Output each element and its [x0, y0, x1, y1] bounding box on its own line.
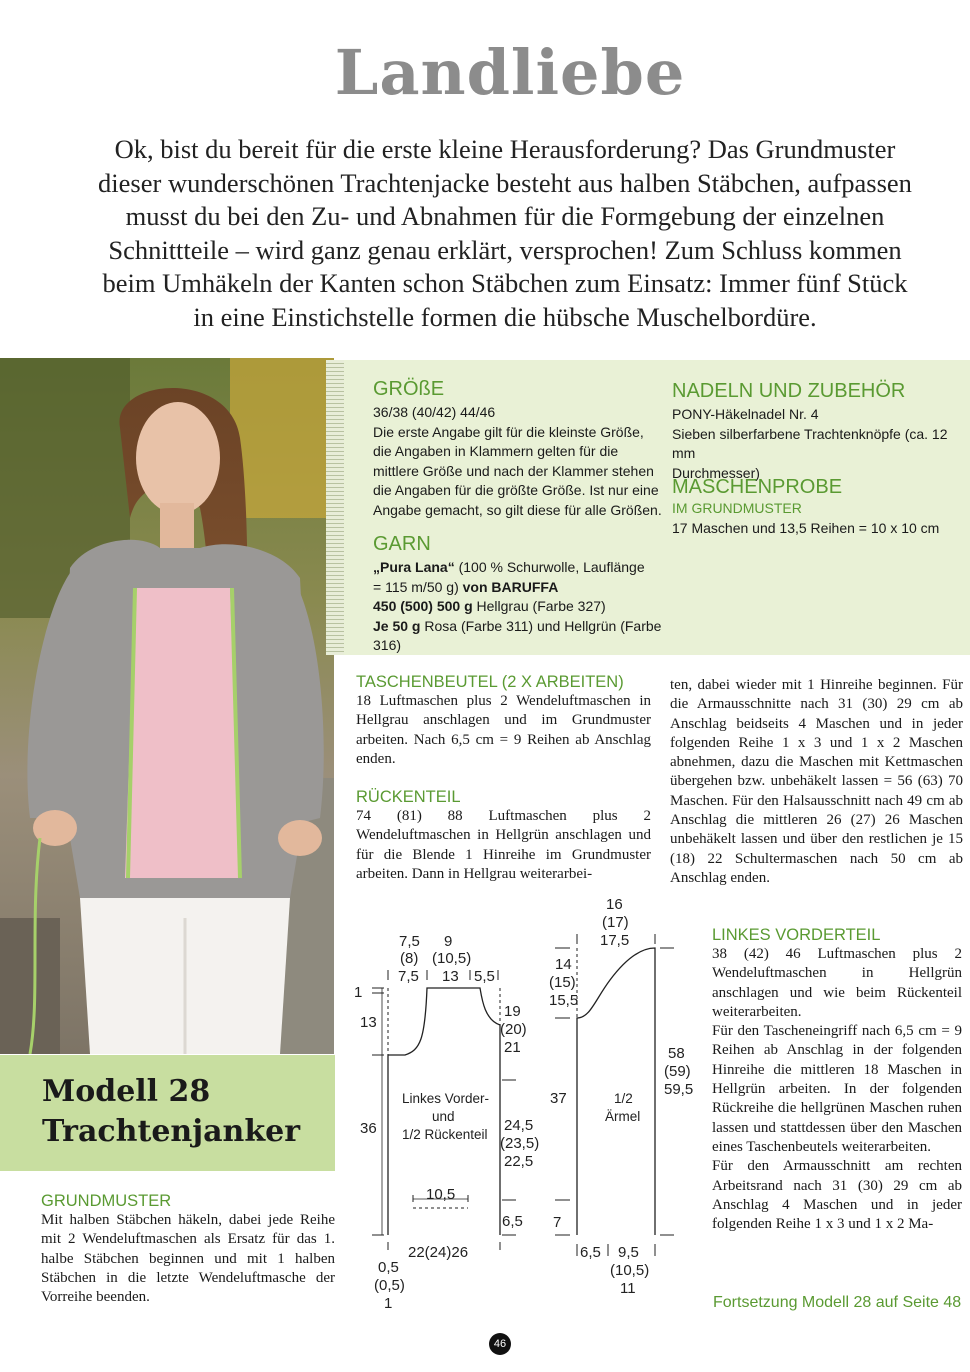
linkes-p2: Für den Tascheneingriff nach 6,5 cm = 9 Reihen ab Anschlag in der folgenden Hinreihe die mittleren 18 Maschen in Hellgrün arbeiten. In der folgenden Rückreihe die hellgrünen Maschen ruhen lassen und stattdessen über den Maschen eines Taschenbeutels weiterarbeiten. [712, 1023, 962, 1155]
garn-line [373, 597, 668, 617]
nadeln-text [672, 405, 967, 483]
dim-label: 5,5 [474, 968, 495, 985]
dim-label: 36 [360, 1120, 377, 1137]
garn-line [373, 617, 668, 656]
dim-label: 15,5 [549, 992, 579, 1009]
garn-brand: von BARUFFA [462, 578, 559, 595]
groesse-heading: GRÖßE [373, 378, 445, 400]
model-number: Modell 28 [42, 1074, 211, 1109]
dim-label: (10,5) [432, 950, 472, 967]
dim-label: 37 [550, 1090, 567, 1107]
intro-line: dieser wunderschönen Trachtenjacke besteht aus halben Stäbchen, aufpassen [98, 167, 912, 198]
page-title: Landliebe [334, 36, 686, 109]
rueckenteil-text-part1: 74 (81) 88 Luftmaschen plus 2 Wendeluftmaschen in Hellgrün anschlagen und für die Blende 1 Hinreihe im Grundmuster arbeiten. Dann in Hellgrau weiterarbei- [356, 808, 651, 882]
groesse-line: die Angaben für die größte Größe. Ist nur eine [373, 482, 659, 498]
taschenbeutel-text: 18 Luftmaschen plus 2 Wendeluftmaschen in Hellgrau anschlagen und im Grundmuster arbeiten. Nach 6,5 cm = 9 Reihen ab Anschlag enden. [356, 693, 651, 767]
garn-amount: 450 (500) 500 g [373, 598, 473, 614]
nadeln-section [672, 380, 967, 483]
sleeve-label: 1/2 [614, 1091, 633, 1106]
model-photo [0, 358, 334, 1054]
model-name: Trachtenjanker [42, 1114, 301, 1149]
dim-label: (23,5) [500, 1135, 540, 1152]
linkes-vorderteil-section [712, 926, 962, 1234]
dim-label: (59) [664, 1063, 691, 1080]
rueckenteil-text-part2: ten, dabei wieder mit 1 Hinreihe beginnen. Für die Armausschnitte nach 31 (30) 29 cm ab Anschlag beidseits 4 Maschen und in jeder folgenden Reihe 1 x 3 und 1 x 2 Maschen abnehmen, dazu die Maschen mit Kettmaschen übergehen bzw. unbehäkelt lassen = 56 (63) 70 Maschen. Für den Halsausschnitt nach 49 cm ab Anschlag die mittleren 26 (27) 26 Maschen unbehäkelt lassen und über den restlichen je 15 (18) 22 Schultermaschen nach 50 cm ab Anschlag enden. [670, 677, 963, 886]
linkes-heading: LINKES VORDERTEIL [712, 926, 881, 944]
groesse-line: Angabe gemacht, so gilt diese für alle Größen. [373, 501, 662, 518]
garn-line [373, 558, 668, 578]
dim-label: 13 [360, 1014, 377, 1031]
continuation-note: Fortsetzung Modell 28 auf Seite 48 [713, 1294, 962, 1311]
taschenbeutel-heading: TASCHENBEUTEL (2 X ARBEITEN) [356, 673, 624, 691]
dim-label: 22,5 [504, 1153, 534, 1170]
garn-yarn-name: „Pura Lana“ [373, 559, 455, 575]
dim-label: 24,5 [504, 1117, 534, 1134]
groesse-line: die Angaben in Klammern gelten für die [373, 443, 619, 459]
garn-line-rest: (100 % Schurwolle, Lauflänge [454, 559, 645, 575]
model-title-box [0, 1055, 335, 1171]
nadeln-line: PONY-Häkelnadel Nr. 4 [672, 406, 819, 422]
groesse-line: Die erste Angabe gilt für die kleinste Größe, [373, 423, 644, 440]
groesse-line: 36/38 (40/42) 44/46 [373, 404, 496, 420]
schnitt-diagram [350, 890, 710, 1315]
groesse-line: mittlere Größe und nach der Klammer stehen [373, 462, 654, 479]
dim-label: 6,5 [502, 1213, 523, 1230]
dim-label: (20) [500, 1021, 527, 1038]
sleeve-label: Ärmel [605, 1109, 641, 1124]
dim-label: 10,5 [426, 1186, 456, 1203]
dim-label: 11 [620, 1280, 636, 1297]
rueckenteil-continued [670, 676, 963, 888]
front-piece-label: und [432, 1109, 455, 1124]
dim-label: (8) [400, 950, 419, 967]
dim-label: 1 [384, 1295, 393, 1312]
nadeln-line: Sieben silberfarbene Trachtenknöpfe (ca. 12 mm [672, 425, 948, 461]
dim-label: 59,5 [664, 1081, 694, 1098]
maschenprobe-sub: IM GRUNDMUSTER [672, 500, 802, 516]
garn-line-start: = 115 m/50 g) [373, 578, 463, 595]
page-number: 46 [489, 1333, 511, 1355]
dim-label: 17,5 [600, 932, 630, 949]
dim-label: 14 [555, 956, 572, 973]
dim-label: 16 [606, 896, 623, 913]
garn-line-rest: Hellgrau (Farbe 327) [472, 598, 606, 614]
maschenprobe-text: 17 Maschen und 13,5 Reihen = 10 x 10 cm [672, 519, 940, 536]
intro-line: Ok, bist du bereit für die erste kleine Herausforderung? Das Grundmuster [114, 134, 896, 164]
maschenprobe-section [672, 476, 967, 538]
grundmuster-text: Mit halben Stäbchen häkeln, dabei jede Reihe mit 2 Wendeluftmaschen als Ersatz für das 1. halbe Stäbchen beginnen und mit 1 halben Stäbchen in die letzte Wendeluftmasche der Vorreihe beenden. [41, 1212, 335, 1306]
maschenprobe-heading: MASCHENPROBE [672, 476, 843, 498]
dim-label: 7 [553, 1214, 562, 1231]
dim-label: (0,5) [374, 1277, 405, 1294]
front-piece-label: Linkes Vorder- [402, 1091, 490, 1106]
garn-heading: GARN [373, 533, 431, 555]
dim-label: 6,5 [580, 1244, 601, 1261]
zigzag-border [326, 360, 344, 655]
dim-label: 7,5 [398, 968, 419, 985]
groesse-text [373, 403, 663, 520]
dim-label: 7,5 [399, 933, 420, 950]
intro-line: beim Umhäkeln der Kanten schon Stäbchen zum Einsatz: Immer fünf Stück [102, 268, 908, 298]
dim-label: 19 [504, 1003, 521, 1020]
front-back-pattern [354, 933, 539, 1312]
rueckenteil-section [356, 788, 651, 888]
garn-line-rest: Rosa (Farbe 311) und Hellgrün (Farbe 316) [373, 617, 662, 653]
intro-line: in eine Einstichstelle formen die hübsche Muschelbordüre. [193, 301, 817, 332]
dim-label: (10,5) [610, 1262, 650, 1279]
garn-section [373, 533, 668, 656]
dim-label: 21 [504, 1039, 521, 1056]
intro-line: Schnittteile – wird ganz genau erklärt, versprochen! Zum Schluss kommen [108, 234, 902, 265]
linkes-p1: 38 (42) 46 Luftmaschen plus 2 Wendeluftmaschen in Hellgrün anschlagen und wie beim Rückenteil weiterarbeiten. [712, 946, 962, 1020]
nadeln-heading: NADELN UND ZUBEHÖR [672, 380, 906, 402]
intro-line: musst du bei den Zu- und Abnahmen für die Formgebung der einzelnen [125, 201, 885, 231]
dim-label: 9,5 [618, 1244, 639, 1261]
rueckenteil-heading: RÜCKENTEIL [356, 788, 461, 806]
dim-label: 9 [444, 933, 453, 950]
garn-text [373, 558, 668, 656]
model-title [42, 1072, 300, 1152]
taschenbeutel-section [356, 673, 651, 769]
dim-label: 58 [668, 1045, 685, 1062]
dim-label: 13 [442, 968, 459, 985]
dim-label: (15) [549, 974, 576, 991]
groesse-section [373, 378, 663, 520]
garn-amount: Je 50 g [373, 617, 421, 634]
linkes-p3: Für den Armausschnitt am rechten Arbeitsrand nach 31 (30) 29 cm ab Anschlag 4 Maschen und in jeder folgenden Reihe 1 x 3 und 1 x 2 Ma- [712, 1158, 962, 1233]
grundmuster-heading: GRUNDMUSTER [41, 1192, 172, 1210]
garn-line [373, 578, 668, 598]
dim-label: 1 [354, 984, 363, 1001]
nadeln-line: Durchmesser) [672, 464, 760, 481]
grundmuster-section [41, 1192, 335, 1307]
model-photo-illustration [0, 358, 334, 1054]
sleeve-pattern [549, 896, 693, 1297]
intro-text [40, 133, 970, 334]
dim-label: 22(24)26 [408, 1244, 469, 1261]
dim-label: (17) [602, 914, 629, 931]
dim-label: 0,5 [378, 1259, 399, 1276]
front-piece-label: 1/2 Rückenteil [402, 1127, 488, 1142]
